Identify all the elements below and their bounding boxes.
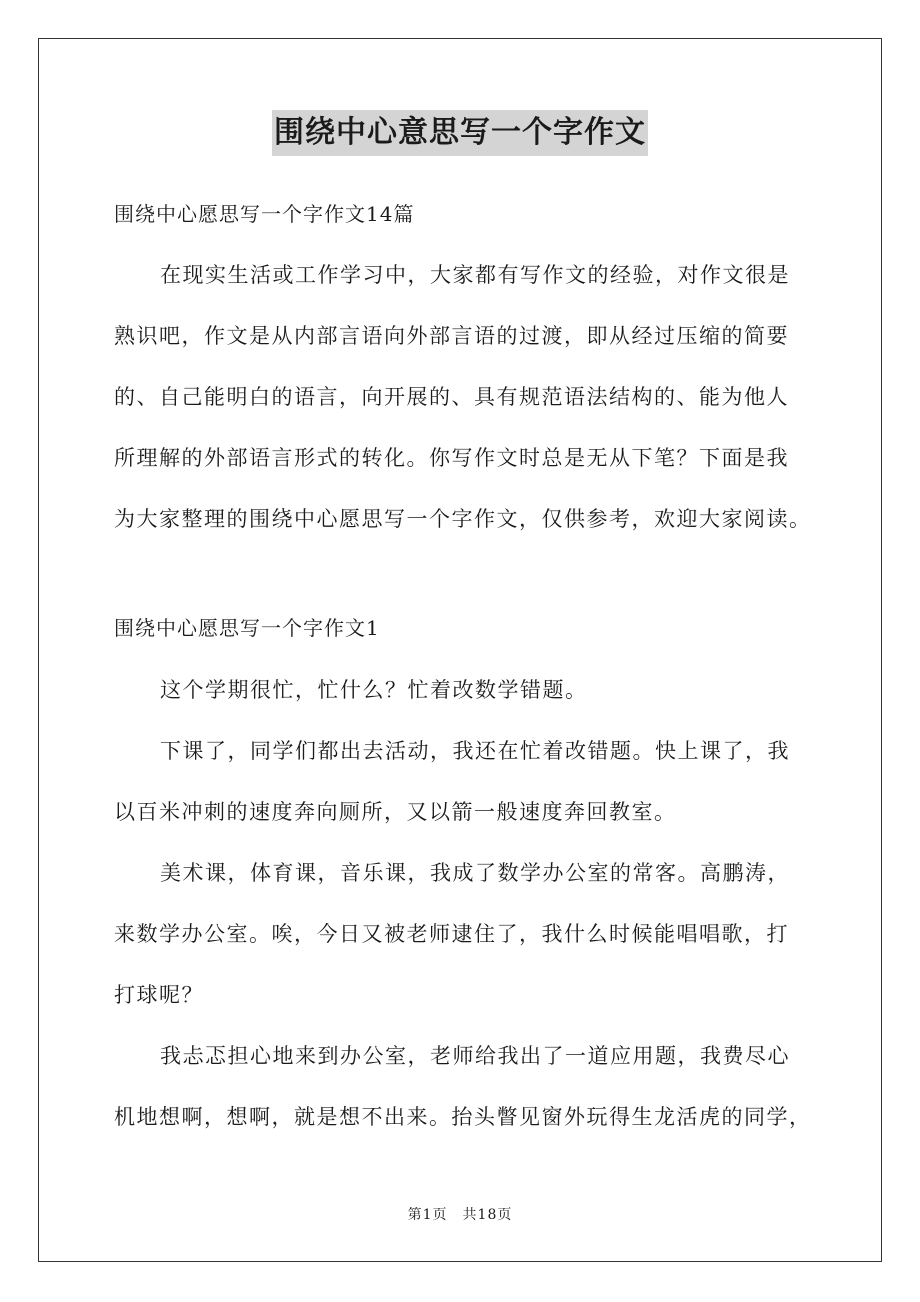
document-body xyxy=(114,196,814,1148)
intro-line: 为大家整理的围绕中心愿思写一个字作文，仅供参考，欢迎大家阅读。 xyxy=(114,507,812,531)
page-footer: 第1页 共18页 xyxy=(407,1207,513,1223)
spacer xyxy=(114,550,814,610)
intro-line: 所理解的外部语言形式的转化。你写作文时总是无从下笔？下面是我 xyxy=(114,446,789,470)
body-line: 这个学期很忙，忙什么？忙着改数学错题。 xyxy=(160,678,588,702)
body-line: 我忐忑担心地来到办公室，老师给我出了一道应用题，我费尽心 xyxy=(160,1044,790,1068)
intro-line: 熟识吧，作文是从内部言语向外部言语的过渡，即从经过压缩的简要 xyxy=(114,324,789,348)
body-line: 美术课，体育课，音乐课，我成了数学办公室的常客。高鹏涛， xyxy=(160,861,790,885)
title-container xyxy=(0,110,920,156)
body-line: 下课了，同学们都出去活动，我还在忙着改错题。快上课了，我 xyxy=(160,739,790,763)
body-line: 机地想啊，想啊，就是想不出来。抬头瞥见窗外玩得生龙活虎的同学， xyxy=(114,1105,812,1129)
body-line: 以百米冲刺的速度奔向厕所，又以箭一般速度奔回教室。 xyxy=(114,800,677,824)
document-title: 围绕中心意思写一个字作文 xyxy=(272,110,648,156)
body-line: 打球呢？ xyxy=(114,983,204,1007)
intro-line: 在现实生活或工作学习中，大家都有写作文的经验，对作文很是 xyxy=(160,263,790,287)
document-subtitle: 围绕中心愿思写一个字作文14篇 xyxy=(114,202,415,226)
spacer xyxy=(114,232,814,245)
body-line: 来数学办公室。唉，今日又被老师逮住了，我什么时候能唱唱歌，打 xyxy=(114,922,789,946)
section-heading: 围绕中心愿思写一个字作文1 xyxy=(114,616,380,640)
spacer xyxy=(114,646,814,660)
intro-line: 的、自己能明白的语言，向开展的、具有规范语法结构的、能为他人 xyxy=(114,385,789,409)
